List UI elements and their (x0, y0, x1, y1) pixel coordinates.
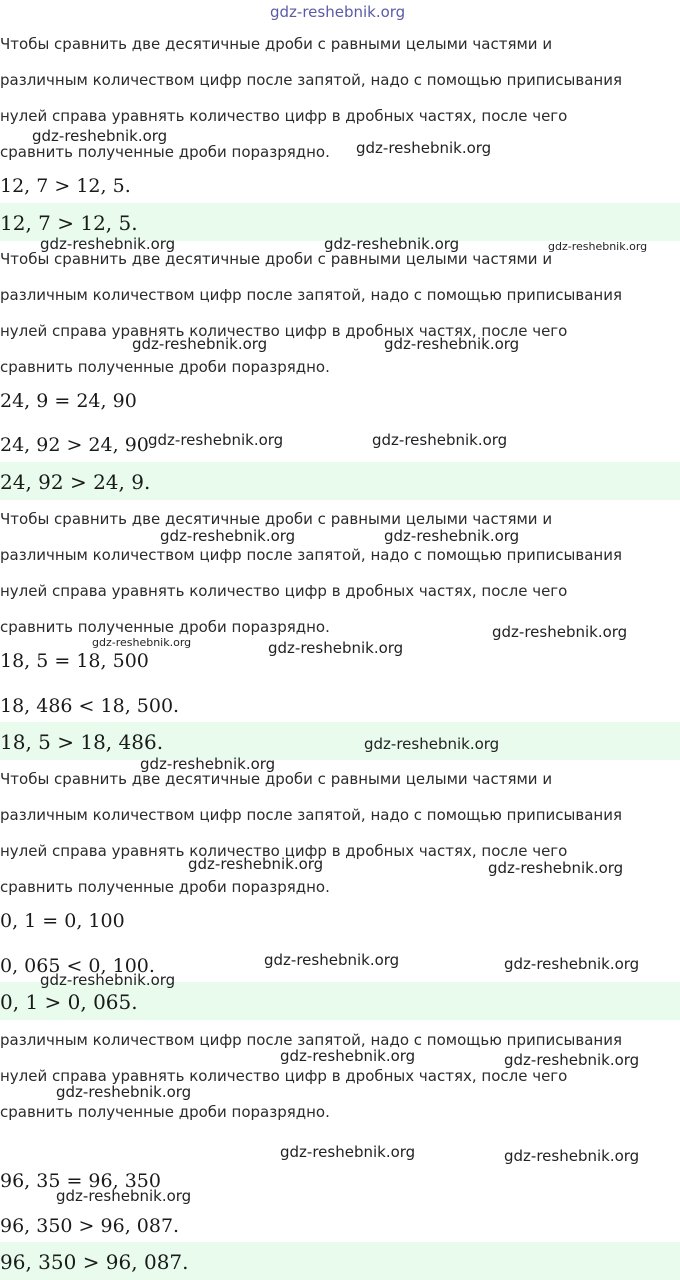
watermark: gdz-reshebnik.org (492, 623, 628, 641)
math-step: 24, 92 > 24, 90 (0, 434, 149, 456)
watermark: gdz-reshebnik.org (504, 955, 640, 973)
math-step: 96, 35 = 96, 350 (0, 1170, 161, 1192)
rule-line: сравнить полученные дроби поразрядно. (0, 358, 330, 376)
watermark: gdz-reshebnik.org (40, 971, 176, 989)
answer-text: 18, 5 > 18, 486. (0, 730, 164, 754)
rule-line: различным количеством цифр после запятой, надо с помощью приписывания (0, 1031, 622, 1049)
watermark: gdz-reshebnik.org (356, 139, 492, 157)
watermark: gdz-reshebnik.org (372, 431, 508, 449)
answer-highlight (0, 722, 680, 760)
rule-line: Чтобы сравнить две десятичные дроби с равными целыми частями и (0, 35, 553, 53)
rule-line: сравнить полученные дроби поразрядно. (0, 143, 330, 161)
math-step: 96, 350 > 96, 087. (0, 1215, 180, 1237)
rule-line: нулей справа уравнять количество цифр в дробных частях, после чего (0, 582, 568, 600)
rule-line: сравнить полученные дроби поразрядно. (0, 878, 330, 896)
watermark: gdz-reshebnik.org (488, 859, 624, 877)
rule-line: нулей справа уравнять количество цифр в дробных частях, после чего (0, 107, 568, 125)
answer-highlight (0, 1242, 680, 1280)
rule-line: различным количеством цифр после запятой, надо с помощью приписывания (0, 71, 622, 89)
watermark: gdz-reshebnik.org (160, 527, 296, 545)
watermark: gdz-reshebnik.org (384, 335, 520, 353)
rule-line: различным количеством цифр после запятой, надо с помощью приписывания (0, 286, 622, 304)
watermark: gdz-reshebnik.org (504, 1147, 640, 1165)
answer-highlight (0, 462, 680, 500)
watermark: gdz-reshebnik.org (140, 755, 276, 773)
math-step: 0, 065 < 0, 100. (0, 955, 155, 977)
watermark: gdz-reshebnik.org (504, 1051, 640, 1069)
watermark: gdz-reshebnik.org (40, 235, 176, 253)
rule-line: нулей справа уравнять количество цифр в дробных частях, после чего (0, 1067, 568, 1085)
watermark: gdz-reshebnik.org (56, 1083, 192, 1101)
answer-text: 96, 350 > 96, 087. (0, 1250, 189, 1274)
rule-line: сравнить полученные дроби поразрядно. (0, 618, 330, 636)
watermark: gdz-reshebnik.org (264, 951, 400, 969)
math-step: 0, 1 = 0, 100 (0, 910, 125, 932)
watermark: gdz-reshebnik.org (280, 1047, 416, 1065)
watermark: gdz-reshebnik.org (268, 639, 404, 657)
math-step: 24, 9 = 24, 90 (0, 390, 137, 412)
watermark: gdz-reshebnik.org (148, 431, 284, 449)
watermark: gdz-reshebnik.org (32, 127, 168, 145)
watermark: gdz-reshebnik.org (364, 735, 500, 753)
math-step: 18, 5 = 18, 500 (0, 650, 149, 672)
answer-text: 24, 92 > 24, 9. (0, 470, 151, 494)
rule-line: Чтобы сравнить две десятичные дроби с равными целыми частями и (0, 770, 553, 788)
rule-line: Чтобы сравнить две десятичные дроби с равными целыми частями и (0, 510, 553, 528)
rule-line: сравнить полученные дроби поразрядно. (0, 1103, 330, 1121)
watermark: gdz-reshebnik.org (280, 1143, 416, 1161)
rule-line: нулей справа уравнять количество цифр в дробных частях, после чего (0, 842, 568, 860)
watermark: gdz-reshebnik.org (188, 855, 324, 873)
math-step: 18, 486 < 18, 500. (0, 695, 180, 717)
watermark: gdz-reshebnik.org (56, 1187, 192, 1205)
watermark: gdz-reshebnik.org (384, 527, 520, 545)
watermark: gdz-reshebnik.org (270, 3, 406, 21)
rule-line: различным количеством цифр после запятой, надо с помощью приписывания (0, 546, 622, 564)
answer-text: 0, 1 > 0, 065. (0, 990, 138, 1014)
watermark: gdz-reshebnik.org (92, 636, 192, 649)
math-step: 12, 7 > 12, 5. (0, 175, 131, 197)
watermark: gdz-reshebnik.org (548, 240, 648, 253)
watermark: gdz-reshebnik.org (324, 235, 460, 253)
answer-text: 12, 7 > 12, 5. (0, 211, 138, 235)
rule-line: различным количеством цифр после запятой, надо с помощью приписывания (0, 806, 622, 824)
rule-line: нулей справа уравнять количество цифр в дробных частях, после чего (0, 322, 568, 340)
rule-line: Чтобы сравнить две десятичные дроби с равными целыми частями и (0, 250, 553, 268)
watermark: gdz-reshebnik.org (132, 335, 268, 353)
